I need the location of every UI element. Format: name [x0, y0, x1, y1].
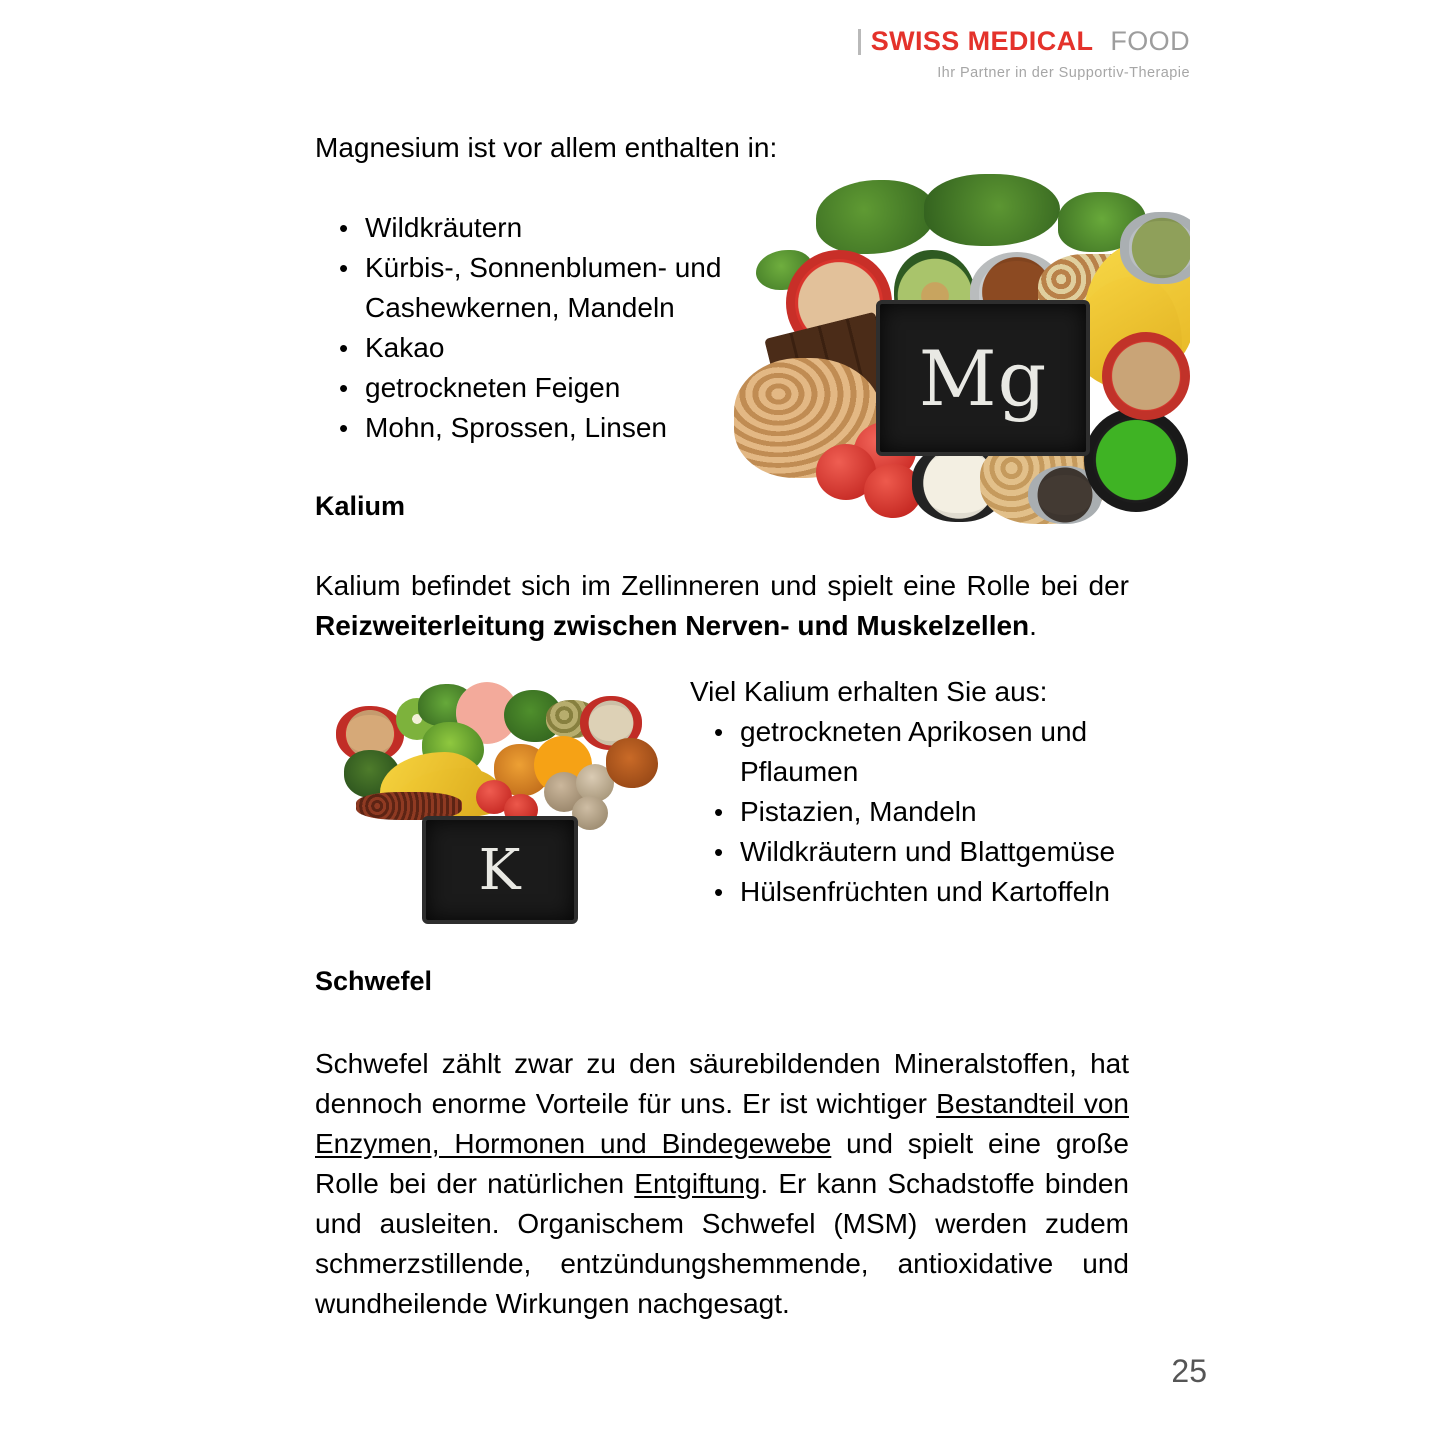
brand-tagline: Ihr Partner in der Supportiv-Therapie	[937, 65, 1190, 81]
list-item: • Mohn, Sprossen, Linsen	[315, 408, 875, 448]
list-item: • Hülsenfrüchten und Kartoffeln	[690, 872, 1160, 912]
page-number: 25	[1171, 1353, 1207, 1389]
k-symbol-label: K	[478, 837, 522, 903]
kale-leaf	[924, 174, 1060, 246]
brand-divider-bar	[858, 29, 861, 55]
kalium-food-list	[690, 712, 1160, 912]
list-item: • getrockneten Aprikosen und Pflaumen	[690, 712, 1160, 792]
mg-symbol-label: Mg	[918, 333, 1048, 423]
schwefel-heading: Schwefel	[315, 966, 433, 996]
schwefel-paragraph	[315, 1044, 1129, 1324]
kale-leaf	[816, 180, 936, 254]
list-item: • Kakao	[315, 328, 875, 368]
list-item: • Pistazien, Mandeln	[690, 792, 1160, 832]
schwefel-underline-entgiftung: Entgiftung	[634, 1168, 761, 1199]
kalium-list-lead: Viel Kalium erhalten Sie aus:	[690, 676, 1048, 707]
schwefel-text-a: Schwefel zählt zwar zu den säurebildenden Mineralstoffen, hat dennoch enorme Vorteile für uns. Er ist wichtiger	[315, 1048, 1129, 1119]
magnesium-food-image	[728, 172, 1190, 530]
kalium-paragraph-bold: Reizweiterleitung zwischen Nerven- und Muskelzellen	[315, 610, 1030, 641]
brand-logo-wordmark	[858, 28, 1190, 55]
list-item: • Wildkräutern	[315, 208, 875, 248]
schwefel-underline-bestandteil: Bestandteil von Enzymen, Hormonen und Bindegewebe	[315, 1088, 1129, 1159]
kalium-heading: Kalium	[315, 491, 406, 521]
kalium-food-image	[318, 668, 670, 930]
k-chalkboard	[422, 816, 578, 924]
schwefel-text-b: und spielt eine große Rolle bei der natürlichen	[315, 1128, 1129, 1199]
list-item: • getrockneten Feigen	[315, 368, 875, 408]
mg-chalkboard	[876, 300, 1090, 456]
dried-apricots	[606, 738, 658, 788]
kalium-paragraph	[315, 566, 1129, 646]
list-item: • Wildkräutern und Blattgemüse	[690, 832, 1160, 872]
brand-name-muted: FOOD	[1110, 26, 1190, 56]
kalium-paragraph-part1: Kalium befindet sich im Zellinneren und spielt eine Rolle bei der	[315, 570, 1129, 601]
red-bowl-bran	[1102, 332, 1190, 420]
green-pea-bowl	[1084, 408, 1188, 512]
brand-logo	[858, 28, 1190, 81]
brand-name-accent: SWISS MEDICAL	[870, 26, 1094, 56]
pumpkin-seed-scoop	[1120, 212, 1190, 284]
schwefel-text-c: . Er kann Schadstoffe binden und ausleiten. Organischem Schwefel (MSM) werden zudem schmerzstillende, entzündungshemmende, antioxidative und wundheilende Wirkungen nachgesagt.	[315, 1168, 1129, 1319]
magnesium-intro-text: Magnesium ist vor allem enthalten in:	[315, 132, 778, 163]
list-item: • Kürbis-, Sonnenblumen- und Cashewkernen, Mandeln	[315, 248, 875, 328]
kalium-paragraph-part2: .	[1029, 610, 1037, 641]
